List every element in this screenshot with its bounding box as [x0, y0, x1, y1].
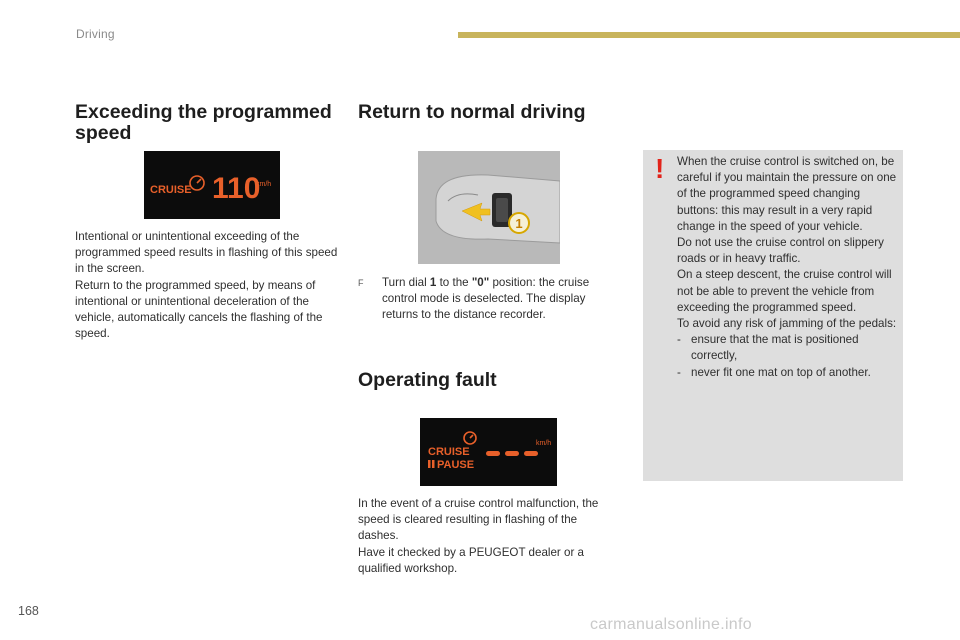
paragraph: Return to the programmed speed, by means of intentional or unintentional deceleration of the vehicle, automatically cancels the flashing of the speed.: [75, 278, 323, 341]
paragraph: Intentional or unintentional exceeding of the programmed speed results in flashing of this speed in the screen.: [75, 230, 338, 276]
warning-text: [677, 154, 897, 381]
display-cruise-label: CRUISE: [150, 184, 192, 196]
display-dash: [524, 451, 538, 456]
pause-icon: [428, 460, 431, 468]
cruise-speed-display-image: [144, 151, 280, 219]
display-unit: km/h: [536, 440, 552, 447]
paragraph: Do not use the cruise control on slippery roads or in heavy traffic.: [677, 236, 884, 266]
bullet-turn-dial: [358, 275, 608, 324]
paragraph: On a steep descent, the cruise control will not be able to prevent the vehicle from exceeding the programmed speed.: [677, 268, 892, 314]
display-dash: [505, 451, 519, 456]
header-accent-bar: [458, 32, 960, 38]
heading-exceeding-speed: Exceeding the programmed speed: [75, 101, 332, 144]
display-pause-label: PAUSE: [437, 459, 475, 471]
speedometer-icon: [464, 432, 476, 444]
operating-fault-text: [358, 496, 620, 577]
warning-box: [643, 150, 903, 481]
exclamation-icon: !: [655, 153, 665, 184]
page-number: 168: [18, 604, 39, 618]
paragraph: In the event of a cruise control malfunction, the speed is cleared resulting in flashing of the dashes.: [358, 497, 599, 543]
watermark: carmanualsonline.info: [590, 616, 752, 633]
display-cruise-label: CRUISE: [428, 446, 470, 458]
display-dash: [486, 451, 500, 456]
heading-operating-fault: Operating fault: [358, 369, 497, 391]
exceeding-speed-text: [75, 229, 345, 342]
paragraph: To avoid any risk of jamming of the pedals:: [677, 317, 897, 331]
display-speed-value: 110: [212, 172, 261, 205]
cruise-control-stalk-image: [418, 151, 560, 264]
speedometer-icon: [190, 176, 204, 190]
paragraph: When the cruise control is switched on, be careful if you maintain the pressure on one of the programmed speed changing buttons: this may result in a very rapid change in the speed of your vehicle.: [677, 155, 897, 233]
paragraph: Have it checked by a PEUGEOT dealer or a qualified workshop.: [358, 545, 584, 575]
heading-return-normal-driving: Return to normal driving: [358, 101, 586, 123]
section-label: Driving: [76, 27, 115, 41]
list-item: - ensure that the mat is positioned correctly,: [677, 333, 859, 363]
cruise-pause-display-image: [420, 418, 557, 486]
list-item: - never fit one mat on top of another.: [677, 365, 871, 379]
bullet-marker: F: [358, 278, 364, 288]
display-unit: km/h: [256, 181, 272, 188]
callout-number: 1: [515, 216, 523, 231]
bullet-text: Turn dial 1 to the "0" position: the cruise control mode is deselected. The display returns to the distance recorder.: [382, 276, 590, 322]
